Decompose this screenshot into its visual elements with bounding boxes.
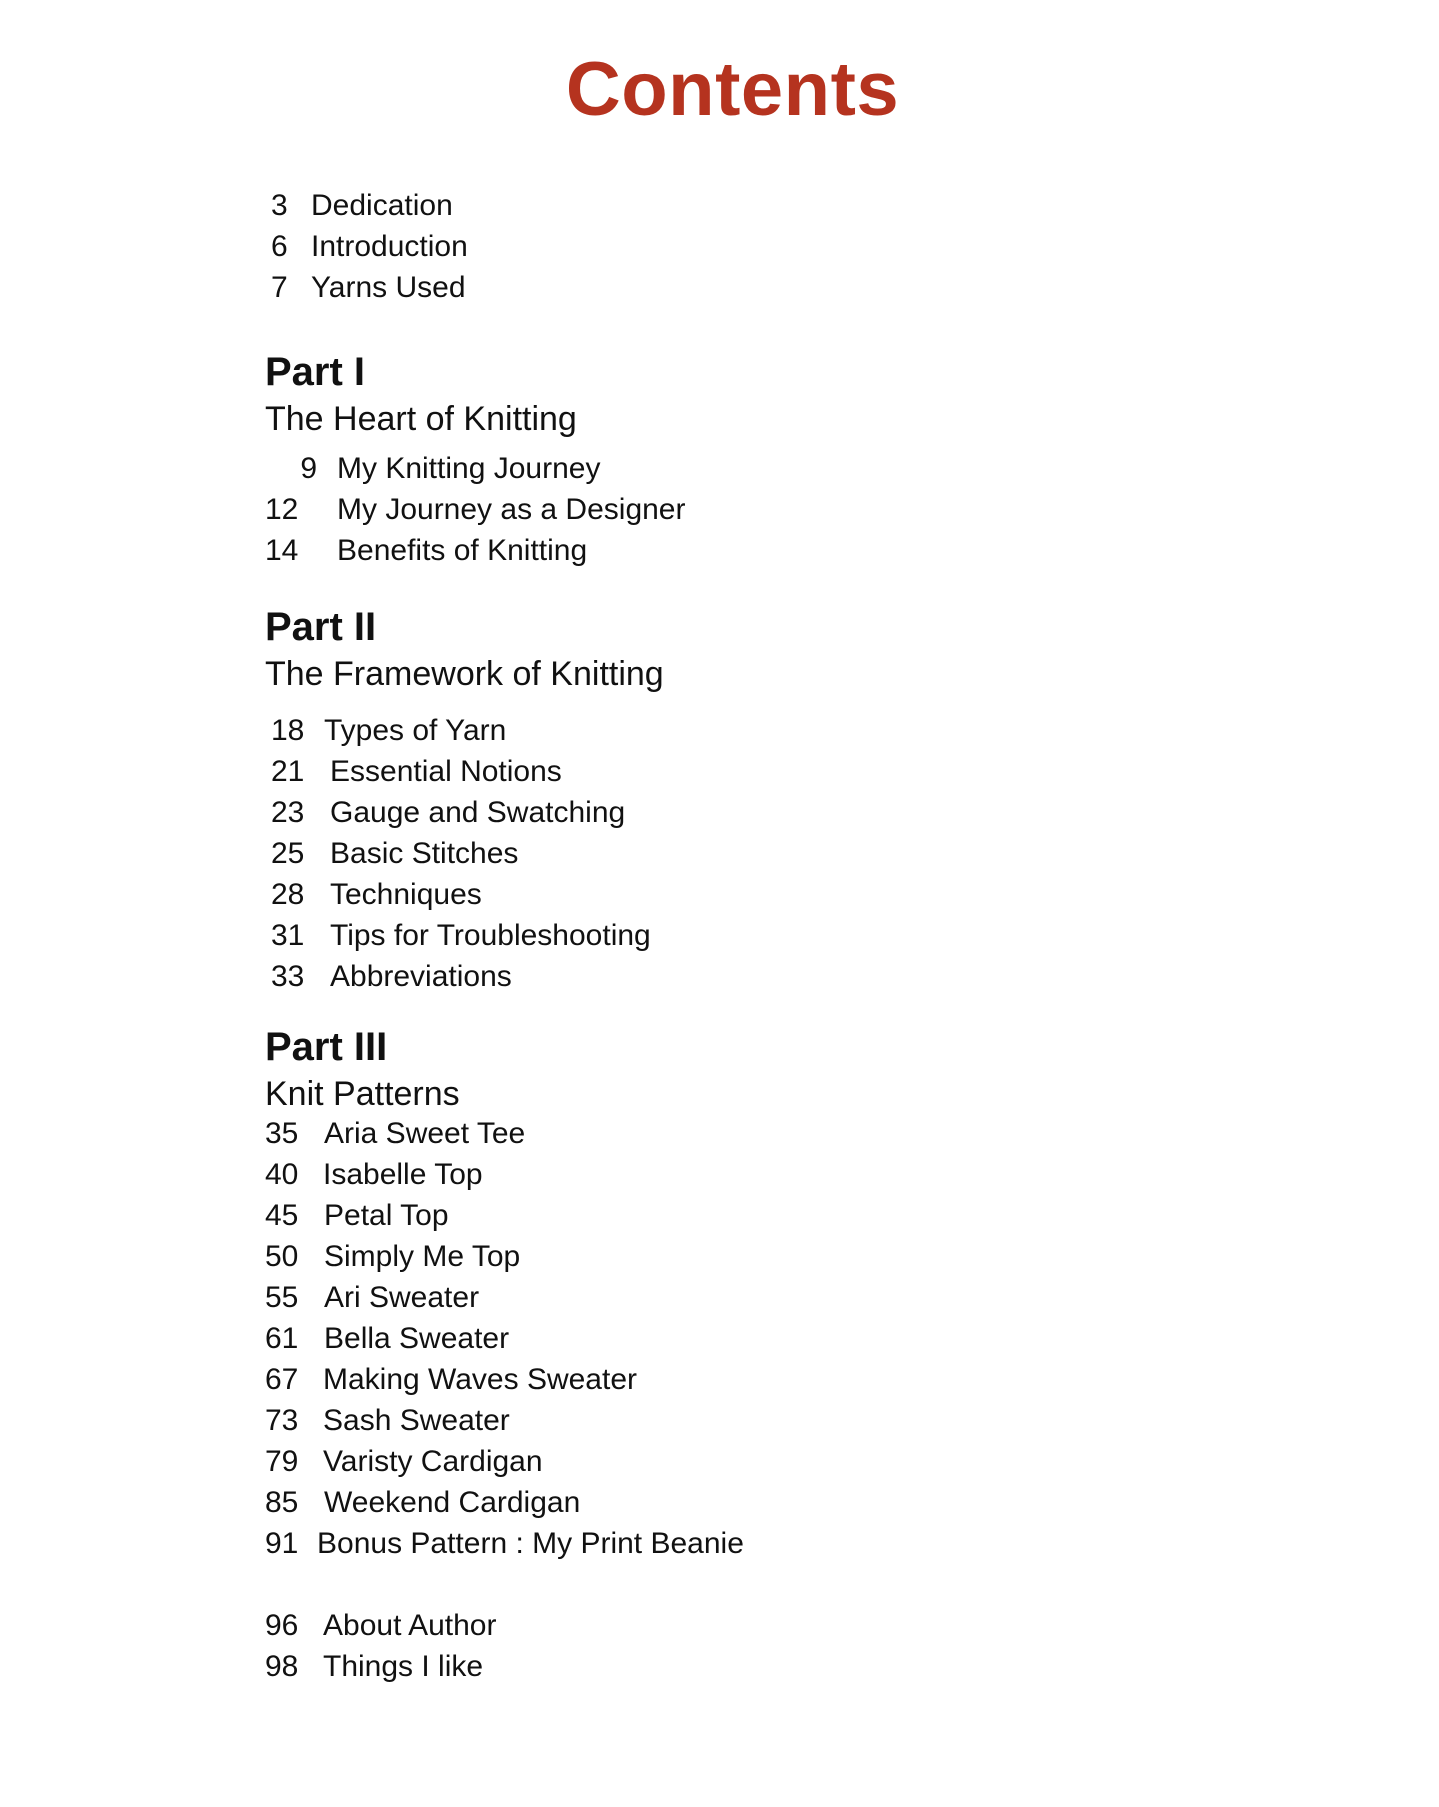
- toc-entry[interactable]: [271, 880, 482, 910]
- toc-entry-label: Introduction: [311, 230, 468, 263]
- toc-entry[interactable]: [271, 191, 453, 221]
- toc-page-number: 25: [271, 837, 305, 870]
- toc-entry-label: Yarns Used: [311, 271, 466, 304]
- toc-page-number: 98: [265, 1650, 299, 1683]
- toc-entry[interactable]: [271, 962, 512, 992]
- toc-entry-label: Abbreviations: [330, 960, 512, 993]
- part-heading: Part III: [265, 1025, 388, 1069]
- toc-entry-label: Dedication: [311, 189, 453, 222]
- toc-entry-label: Things I like: [323, 1650, 484, 1683]
- toc-page-number: 73: [265, 1404, 299, 1437]
- toc-entry-label: Benefits of Knitting: [337, 534, 588, 567]
- toc-page-number: 3: [271, 189, 288, 222]
- part-subtitle: Knit Patterns: [265, 1075, 460, 1113]
- toc-entry-label: Techniques: [330, 878, 482, 911]
- toc-entry[interactable]: [265, 1160, 483, 1190]
- toc-entry-label: Types of Yarn: [324, 714, 507, 747]
- toc-entry-label: Essential Notions: [330, 755, 562, 788]
- toc-entry[interactable]: [265, 1119, 525, 1149]
- toc-entry[interactable]: [265, 495, 686, 525]
- part-heading: Part I: [265, 350, 366, 394]
- part-heading: Part II: [265, 605, 377, 649]
- toc-entry-label: Aria Sweet Tee: [324, 1117, 526, 1150]
- toc-entry[interactable]: [265, 1242, 520, 1272]
- toc-entry[interactable]: [265, 1611, 496, 1641]
- toc-page-number: 35: [265, 1117, 299, 1150]
- toc-entry[interactable]: [265, 1406, 510, 1436]
- toc-entry[interactable]: [265, 1488, 580, 1518]
- toc-entry[interactable]: [271, 798, 625, 828]
- toc-page-number: 9: [300, 452, 317, 485]
- toc-page-number: 50: [265, 1240, 299, 1273]
- toc-entry-label: My Knitting Journey: [337, 452, 601, 485]
- toc-entry-label: Making Waves Sweater: [323, 1363, 638, 1396]
- toc-entry[interactable]: [271, 716, 506, 746]
- page-title: Contents: [565, 47, 900, 132]
- toc-entry-label: About Author: [323, 1609, 497, 1642]
- toc-page-number: 45: [265, 1199, 299, 1232]
- toc-page-number: 96: [265, 1609, 299, 1642]
- toc-page-number: 85: [265, 1486, 299, 1519]
- toc-entry[interactable]: [271, 839, 518, 869]
- toc-page-number: 79: [265, 1445, 299, 1478]
- toc-entry[interactable]: [265, 1447, 543, 1477]
- toc-entry[interactable]: [265, 1324, 509, 1354]
- toc-entry-label: Sash Sweater: [323, 1404, 510, 1437]
- toc-entry-label: Gauge and Swatching: [330, 796, 626, 829]
- toc-entry-label: Bonus Pattern : My Print Beanie: [317, 1527, 744, 1560]
- toc-entry-label: Basic Stitches: [330, 837, 519, 870]
- toc-page-number: 40: [265, 1158, 299, 1191]
- toc-entry-label: Petal Top: [324, 1199, 449, 1232]
- toc-entry-label: My Journey as a Designer: [337, 493, 686, 526]
- toc-page-number: 18: [271, 714, 305, 747]
- toc-page-number: 6: [271, 230, 288, 263]
- toc-page-number: 31: [271, 919, 305, 952]
- toc-entry[interactable]: [265, 1529, 744, 1559]
- toc-page-number: 55: [265, 1281, 299, 1314]
- toc-entry[interactable]: [271, 273, 466, 303]
- toc-page-number: 67: [265, 1363, 299, 1396]
- toc-entry[interactable]: [271, 757, 562, 787]
- part-subtitle: The Framework of Knitting: [265, 655, 664, 693]
- toc-entry[interactable]: [265, 454, 600, 484]
- toc-page-number: 91: [265, 1527, 299, 1560]
- toc-entry[interactable]: [265, 1283, 479, 1313]
- toc-entry[interactable]: [265, 1652, 483, 1682]
- toc-page-number: 23: [271, 796, 305, 829]
- toc-page-number: 7: [271, 271, 288, 304]
- toc-page-number: 21: [271, 755, 305, 788]
- toc-page-number: 61: [265, 1322, 299, 1355]
- toc-entry[interactable]: [271, 921, 651, 951]
- toc-entry[interactable]: [271, 232, 468, 262]
- toc-page-number: 28: [271, 878, 305, 911]
- toc-page-number: 33: [271, 960, 305, 993]
- toc-page-number: 12: [265, 493, 299, 526]
- toc-page-number: 14: [265, 534, 299, 567]
- toc-entry-label: Tips for Troubleshooting: [330, 919, 651, 952]
- toc-entry-label: Simply Me Top: [324, 1240, 521, 1273]
- part-subtitle: The Heart of Knitting: [265, 400, 577, 438]
- toc-entry[interactable]: [265, 1365, 637, 1395]
- toc-entry-label: Varisty Cardigan: [323, 1445, 543, 1478]
- toc-entry[interactable]: [265, 1201, 449, 1231]
- toc-entry-label: Weekend Cardigan: [324, 1486, 581, 1519]
- toc-entry-label: Ari Sweater: [324, 1281, 480, 1314]
- toc-entry-label: Isabelle Top: [323, 1158, 483, 1191]
- toc-entry[interactable]: [265, 536, 587, 566]
- toc-entry-label: Bella Sweater: [324, 1322, 510, 1355]
